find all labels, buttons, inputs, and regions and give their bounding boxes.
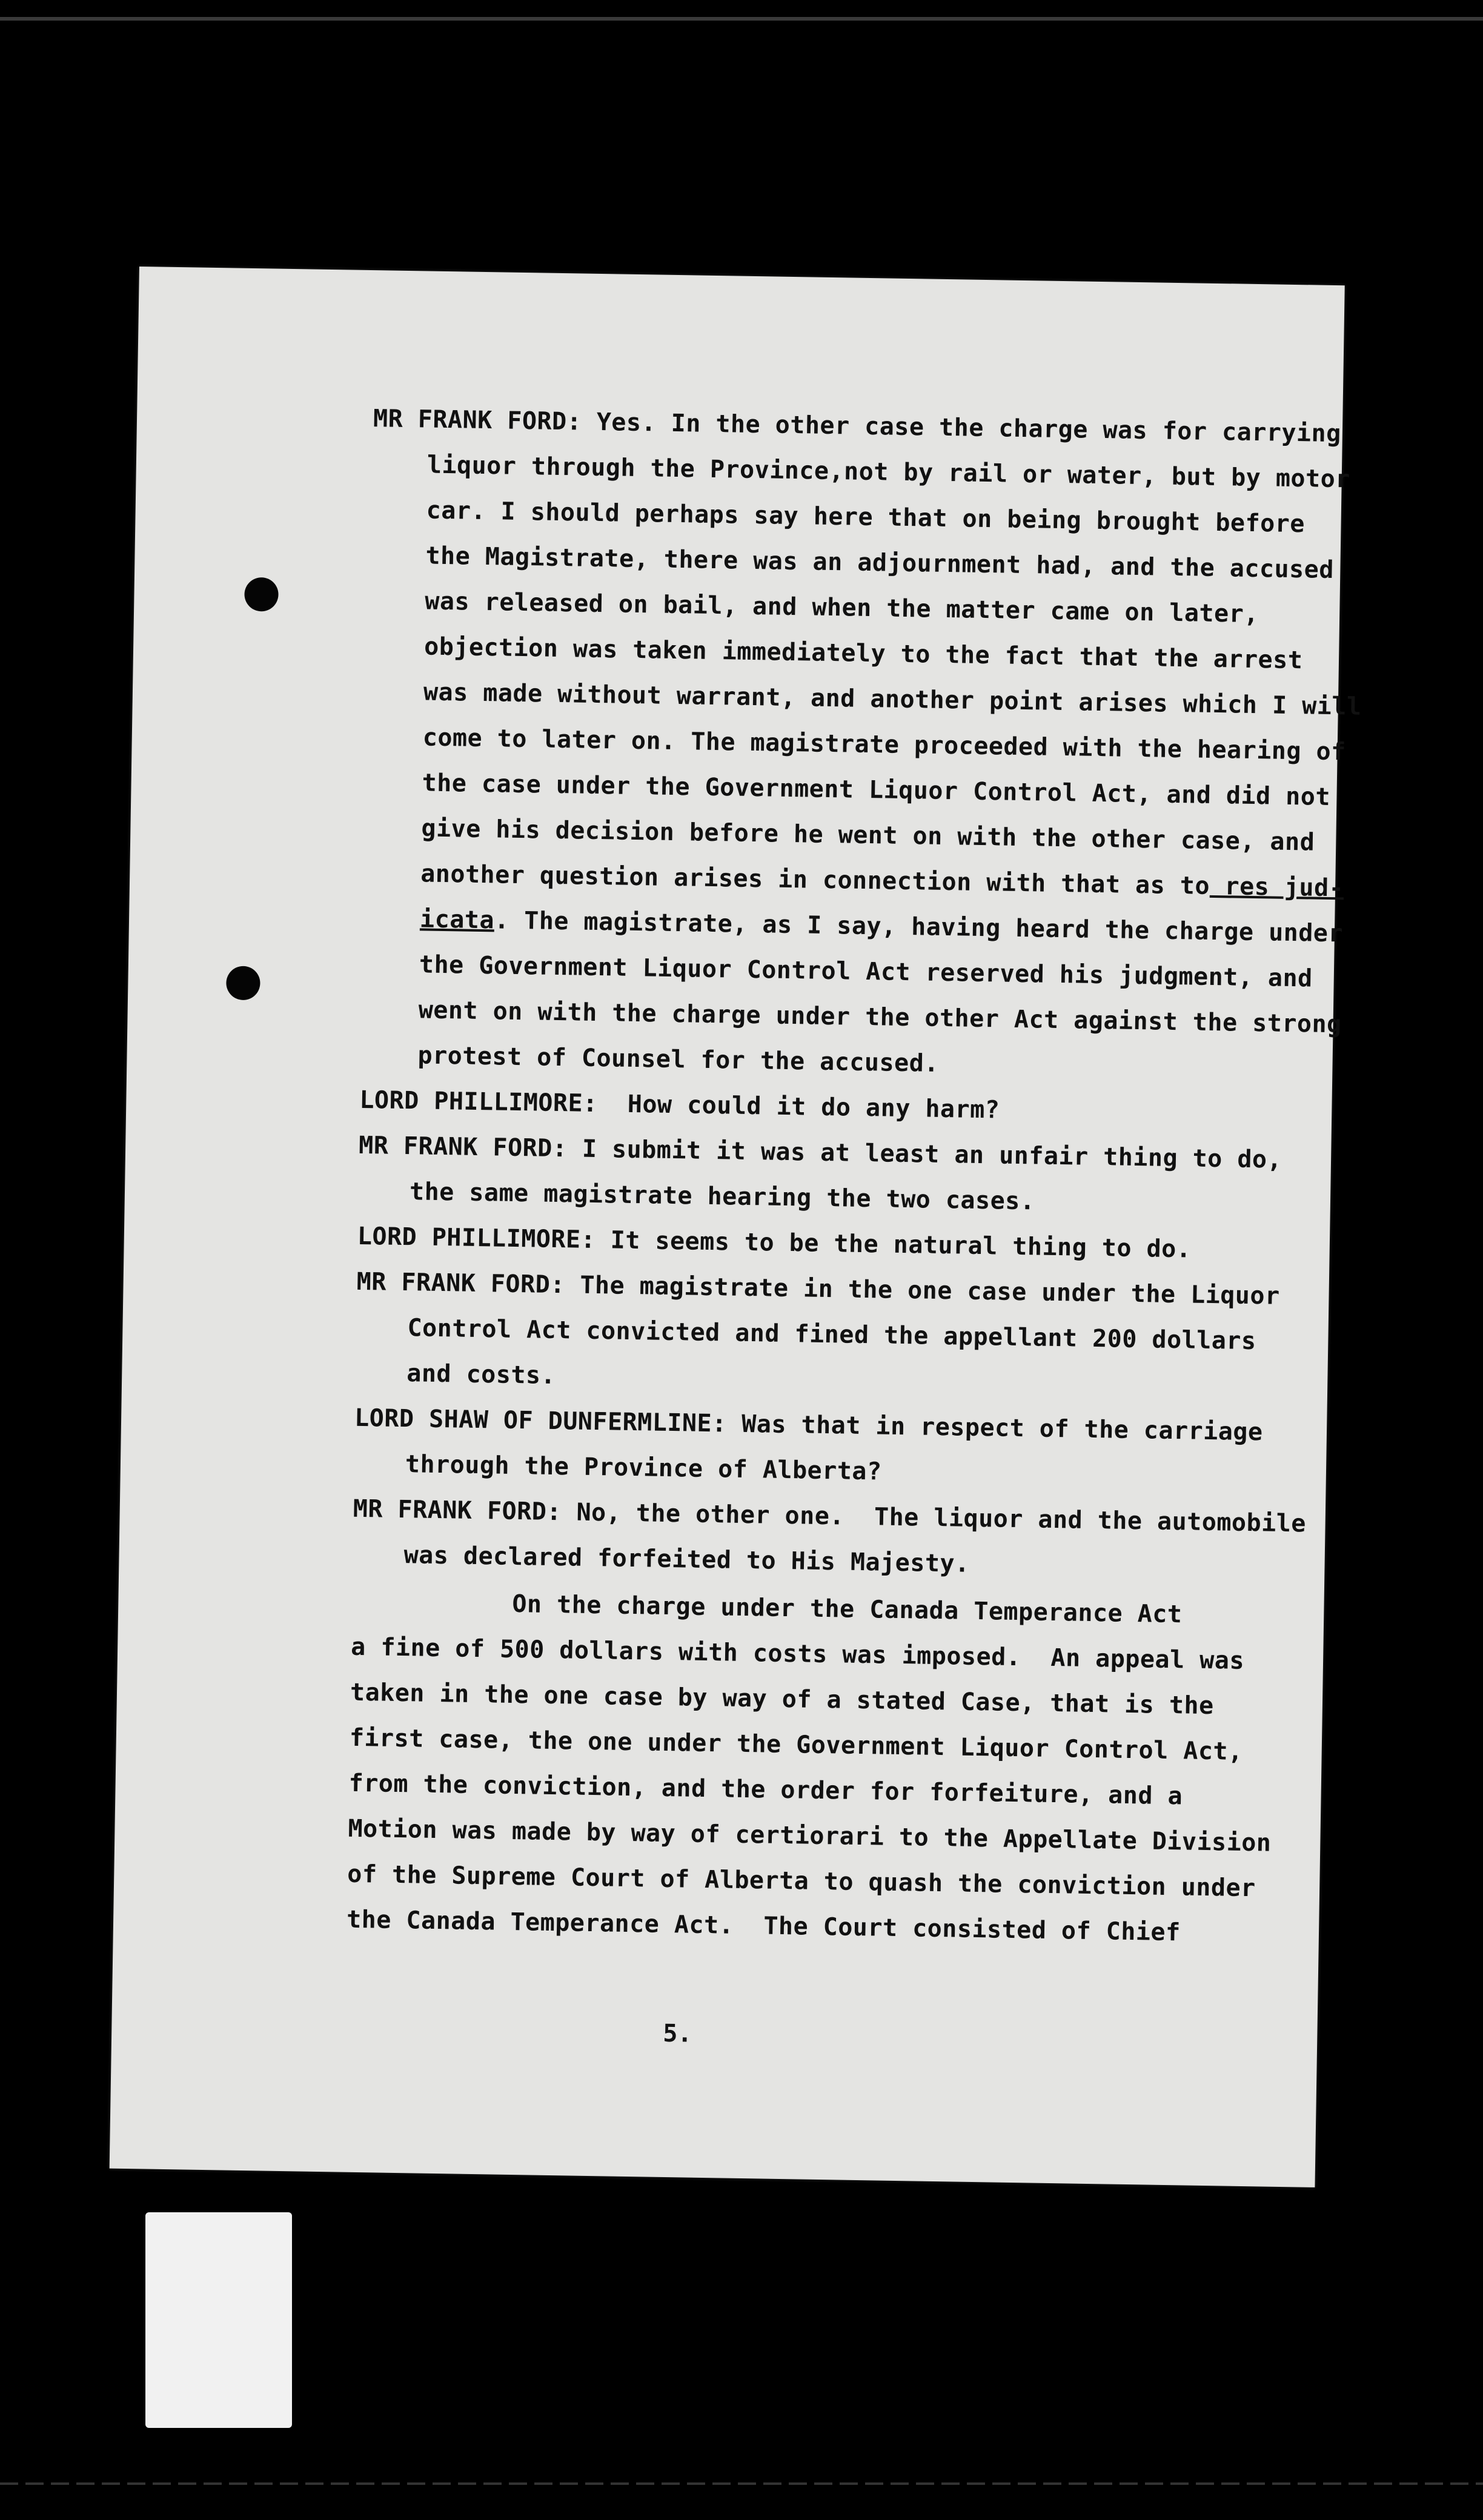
speaker-label: LORD PHILLIMORE: bbox=[357, 1222, 596, 1255]
archive-label-card bbox=[145, 2212, 292, 2428]
text-line: from the conviction, and the order for forfeiture, and a bbox=[348, 1769, 1183, 1811]
text-line: was released on bail, and when the matter came on later, bbox=[425, 587, 1259, 629]
text-line: LORD PHILLIMORE: It seems to be the natural thing to do. bbox=[357, 1222, 1192, 1264]
latin-term: icata bbox=[419, 905, 495, 935]
text-line: Motion was made by way of certiorari to the Appellate Division bbox=[348, 1814, 1272, 1857]
text-line: protest of Counsel for the accused. bbox=[417, 1041, 940, 1078]
text-line: objection was taken immediately to the fact that the arrest bbox=[423, 632, 1303, 675]
speaker-label: MR FRANK FORD: bbox=[353, 1494, 562, 1527]
text-line: the Magistrate, there was an adjournment had, and the accused bbox=[425, 542, 1335, 585]
film-edge-top bbox=[0, 17, 1483, 21]
page-number: 5. bbox=[662, 2019, 692, 2048]
text-line: MR FRANK FORD: The magistrate in the one case under the Liquor bbox=[356, 1267, 1280, 1310]
speaker-label: MR FRANK FORD: bbox=[356, 1267, 566, 1299]
text-line: of the Supreme Court of Alberta to quash the conviction under bbox=[347, 1860, 1256, 1903]
text-line: was made without warrant, and another point arises which I will bbox=[423, 678, 1362, 721]
document-page bbox=[110, 267, 1362, 2187]
speaker-label: MR FRANK FORD: bbox=[358, 1131, 568, 1163]
text-line: through the Province of Alberta? bbox=[405, 1450, 882, 1486]
text-line: liquor through the Province,not by rail or water, but by motor bbox=[426, 451, 1351, 494]
text-line: icata. The magistrate, as I say, having heard the charge under bbox=[419, 905, 1344, 948]
text-line: come to later on. The magistrate proceeded with the hearing of bbox=[422, 723, 1347, 766]
text-line: a fine of 500 dollars with costs was imposed. An appeal was bbox=[350, 1633, 1245, 1675]
text-line: On the charge under the Canada Temperance Act bbox=[512, 1590, 1183, 1629]
speaker-label: MR FRANK FORD: bbox=[373, 405, 582, 436]
text-line: MR FRANK FORD: Yes. In the other case the charge was for carrying bbox=[373, 405, 1342, 448]
text-line: and costs. bbox=[406, 1359, 556, 1390]
text-line: another question arises in connection with that as to res jud- bbox=[420, 860, 1344, 903]
punch-hole bbox=[226, 966, 260, 1000]
speaker-label: LORD SHAW OF DUNFERMLINE: bbox=[354, 1404, 728, 1438]
text-line: taken in the one case by way of a stated Case, that is the bbox=[350, 1678, 1215, 1720]
speaker-label: LORD PHILLIMORE: bbox=[359, 1086, 599, 1118]
text-line: went on with the charge under the other Act against the strong bbox=[418, 996, 1342, 1039]
text-line: the Government Liquor Control Act reserved his judgment, and bbox=[419, 950, 1313, 993]
text-line: LORD PHILLIMORE: How could it do any harm? bbox=[359, 1086, 1000, 1124]
latin-term: res jud- bbox=[1209, 872, 1344, 903]
text-line: was declared forfeited to His Majesty. bbox=[403, 1541, 970, 1578]
text-line: give his decision before he went on with the other case, and bbox=[421, 814, 1315, 857]
text-line: Control Act convicted and fined the appellant 200 dollars bbox=[407, 1314, 1256, 1356]
text-line: MR FRANK FORD: I submit it was at least an unfair thing to do, bbox=[358, 1131, 1282, 1174]
text-line: car. I should perhaps say here that on being brought before bbox=[426, 496, 1306, 539]
text-line: LORD SHAW OF DUNFERMLINE: Was that in respect of the carriage bbox=[354, 1404, 1263, 1447]
text-line: the Canada Temperance Act. The Court consisted of Chief bbox=[346, 1905, 1181, 1947]
film-edge-bottom bbox=[0, 2482, 1483, 2485]
text-line: the case under the Government Liquor Control Act, and did not bbox=[422, 769, 1331, 811]
text-line: the same magistrate hearing the two cases. bbox=[409, 1178, 1035, 1216]
transcript-body bbox=[110, 267, 1362, 2109]
punch-hole bbox=[244, 577, 279, 612]
text-line: first case, the one under the Government Liquor Control Act, bbox=[349, 1723, 1243, 1766]
text-line: MR FRANK FORD: No, the other one. The liquor and the automobile bbox=[353, 1494, 1307, 1538]
